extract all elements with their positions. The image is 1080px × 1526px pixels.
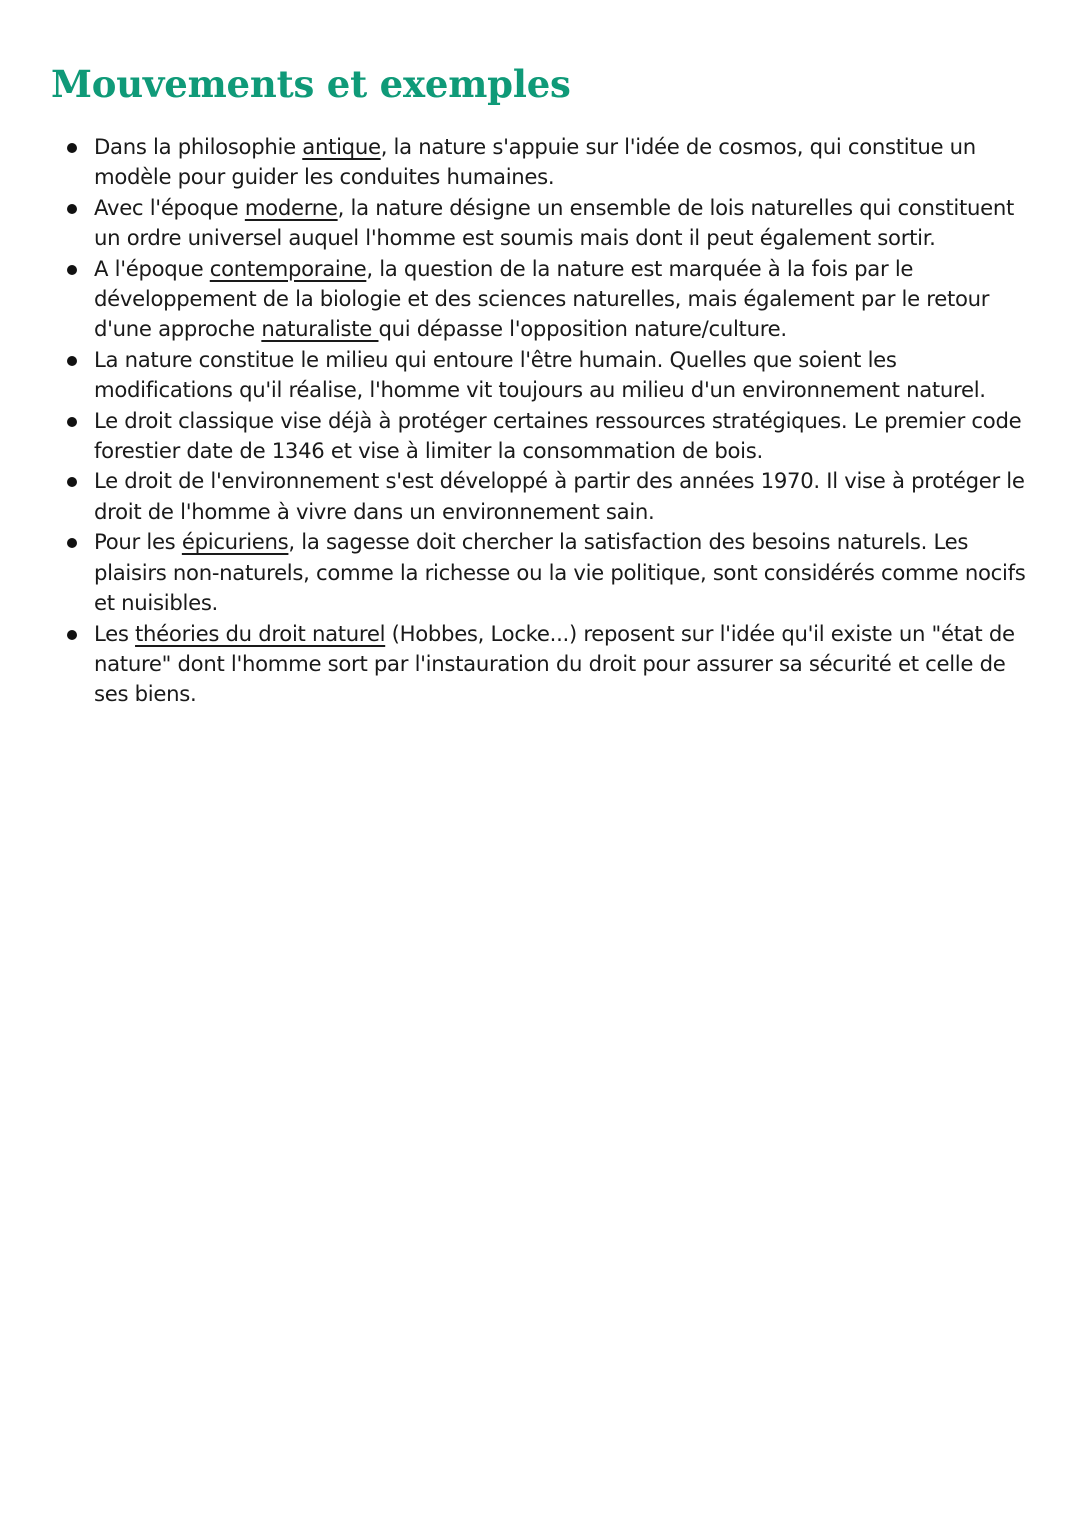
bullet-icon (67, 538, 77, 548)
underlined-term: naturaliste (261, 316, 379, 342)
text-segment: , la sagesse doit chercher la satisfaction des besoins naturels. Les plaisirs non-naturels, comme la richesse ou la vie politique, sont considérés comme nocifs et nuisibles. (94, 529, 1026, 616)
list-item (0, 527, 1080, 618)
underlined-term: théories du droit naturel (135, 620, 386, 646)
list-item (0, 406, 1080, 467)
text-segment: A l'époque (94, 255, 210, 281)
text-segment: , la nature désigne un ensemble de lois naturelles qui constituent un ordre universel auquel l'homme est soumis mais dont il peut également sortir. (94, 194, 1015, 251)
bullet-icon (67, 265, 77, 275)
text-segment: Avec l'époque (94, 194, 245, 220)
list-item (0, 193, 1080, 254)
list-item (0, 345, 1080, 406)
text-segment: Pour les (94, 529, 182, 555)
text-segment: qui dépasse l'opposition nature/culture. (378, 316, 787, 342)
text-segment: Les (94, 620, 136, 646)
text-segment: Le droit de l'environnement s'est développé à partir des années 1970. Il vise à protéger le droit de l'homme à vivre dans un environnement sain. (94, 468, 1025, 524)
list-item (0, 254, 1080, 345)
bullet-icon (67, 204, 77, 214)
page-title: Mouvements et exemples (51, 62, 571, 106)
list-item (0, 619, 1080, 710)
underlined-term: épicuriens (181, 529, 289, 555)
list-item (0, 132, 1080, 193)
bullet-icon (67, 630, 77, 640)
bullet-icon (67, 477, 77, 487)
bullet-list (0, 132, 1080, 710)
bullet-icon (67, 417, 77, 427)
text-segment: , la nature s'appuie sur l'idée de cosmos, qui constitue un modèle pour guider les conduites humaines. (94, 134, 976, 190)
list-item (0, 466, 1080, 527)
underlined-term: moderne (244, 194, 338, 220)
underlined-term: contemporaine (209, 255, 367, 281)
bullet-icon (67, 356, 77, 366)
text-segment: La nature constitue le milieu qui entoure l'être humain. Quelles que soient les modifications qu'il réalise, l'homme vit toujours au milieu d'un environnement naturel. (94, 346, 986, 403)
text-segment: Dans la philosophie (94, 134, 303, 159)
underlined-term: antique (302, 134, 381, 159)
text-segment: (Hobbes, Locke...) reposent sur l'idée qu'il existe un "état de nature" dont l'homme sort par l'instauration du droit pour assurer sa sécurité et celle de ses biens. (94, 620, 1015, 707)
bullet-icon (67, 143, 77, 153)
text-segment: , la question de la nature est marquée à la fois par le développement de la biologie et des sciences naturelles, mais également par le retour d'une approche (94, 255, 990, 342)
text-segment: Le droit classique vise déjà à protéger certaines ressources stratégiques. Le premier code forestier date de 1346 et vise à limiter la consommation de bois. (94, 407, 1022, 464)
